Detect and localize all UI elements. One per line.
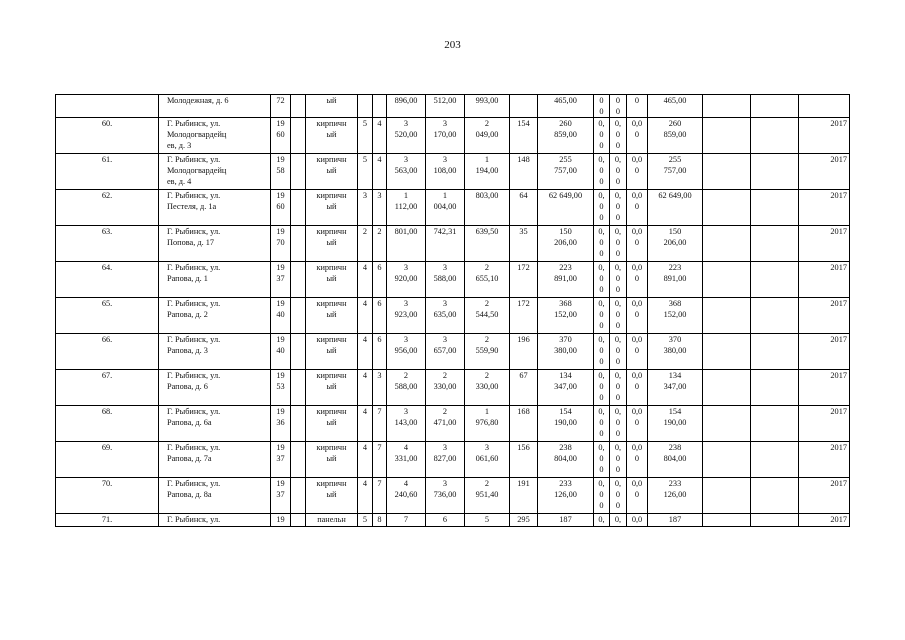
table-cell: [291, 118, 306, 154]
table-cell: 4: [358, 370, 373, 406]
table-cell: 5: [358, 154, 373, 190]
table-cell: [751, 406, 799, 442]
table-cell: 3: [373, 190, 387, 226]
table-cell: 3 170,00: [426, 118, 465, 154]
table-cell: 3: [358, 190, 373, 226]
table-cell: 2017: [799, 514, 850, 527]
table-cell: 3 736,00: [426, 478, 465, 514]
table-cell: 5: [358, 118, 373, 154]
table-cell: 0, 0 0: [610, 298, 627, 334]
table-cell: [373, 95, 387, 118]
table-cell: 3 635,00: [426, 298, 465, 334]
table-cell: [751, 226, 799, 262]
table-cell: 2017: [799, 190, 850, 226]
table-cell: 0,0 0: [627, 442, 648, 478]
table-cell: 0, 0 0: [610, 334, 627, 370]
table-row: [56, 118, 850, 154]
table-cell: 0, 0 0: [610, 478, 627, 514]
table-cell: [703, 95, 751, 118]
table-cell: 172: [510, 262, 538, 298]
table-cell: 0, 0 0: [594, 190, 610, 226]
table-cell: 7: [373, 442, 387, 478]
table-cell: 7: [373, 478, 387, 514]
table-cell: 0,0 0: [627, 262, 648, 298]
table-cell: 4: [358, 298, 373, 334]
table-cell: 35: [510, 226, 538, 262]
table-cell: 6: [373, 298, 387, 334]
table-cell: [291, 514, 306, 527]
table-cell: [291, 298, 306, 334]
table-cell: 255 757,00: [538, 154, 594, 190]
table-cell: 5: [465, 514, 510, 527]
table-cell: 512,00: [426, 95, 465, 118]
table-cell: [703, 154, 751, 190]
table-cell: 238 804,00: [648, 442, 703, 478]
table-cell: 0,0 0: [627, 298, 648, 334]
table-cell: [751, 370, 799, 406]
table-cell: 0, 0 0: [594, 442, 610, 478]
table-row: [56, 406, 850, 442]
table-row: [56, 442, 850, 478]
table-cell: 154: [510, 118, 538, 154]
table-cell: [291, 95, 306, 118]
table-cell: 2017: [799, 154, 850, 190]
table-cell: 63.: [56, 226, 159, 262]
table-cell: 68.: [56, 406, 159, 442]
table-cell: 2: [373, 226, 387, 262]
table-cell: 4 240,60: [387, 478, 426, 514]
table-cell: [703, 478, 751, 514]
table-cell: Г. Рыбинск, ул. Молодогвардейц ев, д. 3: [159, 118, 271, 154]
table-cell: 0,0 0: [627, 226, 648, 262]
table-cell: 0, 0 0: [610, 226, 627, 262]
table-cell: 2 330,00: [465, 370, 510, 406]
table-cell: 465,00: [538, 95, 594, 118]
table-cell: 61.: [56, 154, 159, 190]
table-cell: 172: [510, 298, 538, 334]
table-cell: 65.: [56, 298, 159, 334]
table-cell: Г. Рыбинск, ул. Рапова, д. 6: [159, 370, 271, 406]
table-cell: 368 152,00: [648, 298, 703, 334]
table-cell: 62 649,00: [538, 190, 594, 226]
table-cell: 1 004,00: [426, 190, 465, 226]
table-cell: 72: [271, 95, 291, 118]
table-cell: 4: [358, 262, 373, 298]
table-cell: [799, 95, 850, 118]
table-cell: 0, 0 0: [594, 118, 610, 154]
table-cell: [751, 442, 799, 478]
table-cell: кирпичн ый: [306, 442, 358, 478]
table-cell: 19: [271, 514, 291, 527]
table-row: [56, 190, 850, 226]
table-cell: 233 126,00: [538, 478, 594, 514]
table-cell: 4: [358, 406, 373, 442]
table-cell: 742,31: [426, 226, 465, 262]
table-cell: Г. Рыбинск, ул. Рапова, д. 6а: [159, 406, 271, 442]
table-cell: 238 804,00: [538, 442, 594, 478]
page-number: 203: [444, 39, 461, 51]
table-cell: 3: [373, 370, 387, 406]
table-cell: кирпичн ый: [306, 406, 358, 442]
table-cell: 233 126,00: [648, 478, 703, 514]
table-cell: Г. Рыбинск, ул. Попова, д. 17: [159, 226, 271, 262]
table-row: [56, 95, 850, 118]
table-cell: 370 380,00: [648, 334, 703, 370]
table-cell: 154 190,00: [538, 406, 594, 442]
table-cell: 0, 0 0: [610, 370, 627, 406]
table-cell: 0, 0 0: [610, 118, 627, 154]
table-cell: 3 061,60: [465, 442, 510, 478]
table-cell: 0, 0 0: [610, 442, 627, 478]
table-cell: 19 37: [271, 262, 291, 298]
table-cell: [703, 334, 751, 370]
table-cell: 7: [387, 514, 426, 527]
table-cell: 3 563,00: [387, 154, 426, 190]
table-cell: [751, 334, 799, 370]
table-cell: [358, 95, 373, 118]
table-cell: [703, 298, 751, 334]
table-cell: [291, 154, 306, 190]
table-cell: 0 0: [610, 95, 627, 118]
table-cell: 64: [510, 190, 538, 226]
table-cell: 7: [373, 406, 387, 442]
table-cell: 156: [510, 442, 538, 478]
table-cell: 3 657,00: [426, 334, 465, 370]
table-cell: 0,0 0: [627, 118, 648, 154]
table-row: [56, 226, 850, 262]
table-cell: 2017: [799, 406, 850, 442]
table-cell: [703, 370, 751, 406]
table-cell: 5: [358, 514, 373, 527]
table-row: [56, 334, 850, 370]
table-cell: 19 37: [271, 478, 291, 514]
table-cell: 2 588,00: [387, 370, 426, 406]
table-cell: [291, 226, 306, 262]
table-cell: 0,0 0: [627, 190, 648, 226]
table-cell: 70.: [56, 478, 159, 514]
table-cell: 2017: [799, 370, 850, 406]
table-cell: ый: [306, 95, 358, 118]
table-cell: 2017: [799, 334, 850, 370]
table-cell: 1 112,00: [387, 190, 426, 226]
table-cell: 993,00: [465, 95, 510, 118]
table-cell: [751, 298, 799, 334]
table-cell: 19 36: [271, 406, 291, 442]
table-cell: Г. Рыбинск, ул. Рапова, д. 3: [159, 334, 271, 370]
table-cell: 1 194,00: [465, 154, 510, 190]
table-cell: Г. Рыбинск, ул.: [159, 514, 271, 527]
table-cell: 465,00: [648, 95, 703, 118]
table-cell: 19 53: [271, 370, 291, 406]
table-cell: 150 206,00: [648, 226, 703, 262]
table-cell: кирпичн ый: [306, 154, 358, 190]
table-cell: 295: [510, 514, 538, 527]
table-row: [56, 262, 850, 298]
table-cell: 896,00: [387, 95, 426, 118]
table-cell: 2: [358, 226, 373, 262]
table-cell: [751, 154, 799, 190]
table-cell: 6: [373, 262, 387, 298]
table-cell: 0, 0 0: [594, 478, 610, 514]
table-cell: [56, 95, 159, 118]
table-row: [56, 514, 850, 527]
table-cell: 3 143,00: [387, 406, 426, 442]
table-cell: 3 920,00: [387, 262, 426, 298]
table-cell: кирпичн ый: [306, 478, 358, 514]
table-row: [56, 370, 850, 406]
table-cell: 0: [627, 95, 648, 118]
table-cell: панельн: [306, 514, 358, 527]
table-cell: 3 108,00: [426, 154, 465, 190]
table-cell: 2 559,90: [465, 334, 510, 370]
table-cell: 0, 0 0: [594, 298, 610, 334]
table-cell: 803,00: [465, 190, 510, 226]
table-row: [56, 298, 850, 334]
table-cell: 19 40: [271, 334, 291, 370]
table-row: [56, 478, 850, 514]
table-cell: 3 588,00: [426, 262, 465, 298]
table-cell: 2 330,00: [426, 370, 465, 406]
table-cell: 2017: [799, 226, 850, 262]
table-cell: 62.: [56, 190, 159, 226]
table-cell: 0, 0 0: [594, 154, 610, 190]
table-cell: 0, 0 0: [594, 370, 610, 406]
table-cell: 0, 0 0: [610, 406, 627, 442]
table-cell: [291, 406, 306, 442]
table-cell: 0,0 0: [627, 334, 648, 370]
table-cell: 4: [373, 154, 387, 190]
table-cell: [751, 478, 799, 514]
table-cell: 255 757,00: [648, 154, 703, 190]
table-cell: 2 655,10: [465, 262, 510, 298]
table-cell: кирпичн ый: [306, 118, 358, 154]
table-cell: 148: [510, 154, 538, 190]
table-cell: 150 206,00: [538, 226, 594, 262]
table-cell: [291, 334, 306, 370]
table-cell: Г. Рыбинск, ул. Рапова, д. 7а: [159, 442, 271, 478]
table-cell: кирпичн ый: [306, 262, 358, 298]
table-cell: 0, 0 0: [610, 154, 627, 190]
table-cell: 2 049,00: [465, 118, 510, 154]
table-cell: 0,0 0: [627, 154, 648, 190]
table-cell: 0, 0 0: [610, 190, 627, 226]
table-cell: 196: [510, 334, 538, 370]
table-cell: [291, 370, 306, 406]
table-cell: 67: [510, 370, 538, 406]
table-cell: Г. Рыбинск, ул. Молодогвардейц ев, д. 4: [159, 154, 271, 190]
table-cell: 168: [510, 406, 538, 442]
table-cell: [291, 262, 306, 298]
table-cell: кирпичн ый: [306, 226, 358, 262]
table-cell: 187: [648, 514, 703, 527]
table-cell: [703, 442, 751, 478]
table-cell: 370 380,00: [538, 334, 594, 370]
table-cell: 6: [373, 334, 387, 370]
table-cell: [751, 95, 799, 118]
table-cell: 19 60: [271, 190, 291, 226]
table-cell: [703, 226, 751, 262]
table-cell: 0,0 0: [627, 478, 648, 514]
table-cell: 134 347,00: [538, 370, 594, 406]
table-cell: [703, 118, 751, 154]
table-cell: [703, 262, 751, 298]
table-cell: 2017: [799, 262, 850, 298]
table-cell: 2 544,50: [465, 298, 510, 334]
table-cell: 0 0: [594, 95, 610, 118]
table-cell: 0, 0 0: [594, 226, 610, 262]
table-cell: 3 520,00: [387, 118, 426, 154]
table-cell: 801,00: [387, 226, 426, 262]
table-cell: 64.: [56, 262, 159, 298]
table-cell: [703, 190, 751, 226]
table-cell: 0, 0 0: [594, 334, 610, 370]
table-cell: 0,: [610, 514, 627, 527]
table-cell: [291, 442, 306, 478]
table-cell: 6: [426, 514, 465, 527]
table-cell: 19 37: [271, 442, 291, 478]
table-cell: 4 331,00: [387, 442, 426, 478]
table-cell: Молодежная, д. 6: [159, 95, 271, 118]
table-cell: 67.: [56, 370, 159, 406]
table-cell: [703, 514, 751, 527]
table-cell: 260 859,00: [648, 118, 703, 154]
table-cell: 69.: [56, 442, 159, 478]
table-cell: 19 40: [271, 298, 291, 334]
housing-register-table: [55, 94, 850, 527]
table-cell: кирпичн ый: [306, 298, 358, 334]
table-cell: 368 152,00: [538, 298, 594, 334]
table-cell: 0, 0 0: [594, 262, 610, 298]
table-cell: 223 891,00: [538, 262, 594, 298]
table-cell: 3 923,00: [387, 298, 426, 334]
table-cell: кирпичн ый: [306, 334, 358, 370]
table-cell: 2 471,00: [426, 406, 465, 442]
table-cell: 4: [373, 118, 387, 154]
table-cell: 8: [373, 514, 387, 527]
table-cell: [291, 190, 306, 226]
table-cell: [510, 95, 538, 118]
table-cell: кирпичн ый: [306, 190, 358, 226]
table-row: [56, 154, 850, 190]
table-cell: 3 956,00: [387, 334, 426, 370]
table-cell: Г. Рыбинск, ул. Пестеля, д. 1а: [159, 190, 271, 226]
table-cell: [751, 514, 799, 527]
table-cell: 19 70: [271, 226, 291, 262]
table-cell: 260 859,00: [538, 118, 594, 154]
table-cell: 0,0: [627, 514, 648, 527]
table-cell: кирпичн ый: [306, 370, 358, 406]
table-cell: [751, 262, 799, 298]
table-cell: 3 827,00: [426, 442, 465, 478]
table-cell: 0, 0 0: [610, 262, 627, 298]
table-cell: Г. Рыбинск, ул. Рапова, д. 2: [159, 298, 271, 334]
table-cell: 2017: [799, 478, 850, 514]
table-cell: 0,: [594, 514, 610, 527]
table-cell: 0,0 0: [627, 370, 648, 406]
table-cell: 2017: [799, 298, 850, 334]
table-cell: 187: [538, 514, 594, 527]
table-cell: [703, 406, 751, 442]
table-cell: 71.: [56, 514, 159, 527]
table-cell: 154 190,00: [648, 406, 703, 442]
table-cell: 2017: [799, 118, 850, 154]
table-cell: 4: [358, 478, 373, 514]
table-cell: 1 976,80: [465, 406, 510, 442]
table-cell: 223 891,00: [648, 262, 703, 298]
table-cell: 0,0 0: [627, 406, 648, 442]
table-cell: 19 58: [271, 154, 291, 190]
table-cell: [291, 478, 306, 514]
table-cell: 134 347,00: [648, 370, 703, 406]
table-cell: Г. Рыбинск, ул. Рапова, д. 1: [159, 262, 271, 298]
table-cell: 2017: [799, 442, 850, 478]
table-cell: 60.: [56, 118, 159, 154]
table-cell: 0, 0 0: [594, 406, 610, 442]
table-cell: 4: [358, 442, 373, 478]
table-cell: [751, 118, 799, 154]
table-cell: 66.: [56, 334, 159, 370]
table-cell: Г. Рыбинск, ул. Рапова, д. 8а: [159, 478, 271, 514]
table-cell: 62 649,00: [648, 190, 703, 226]
table-cell: [751, 190, 799, 226]
table-cell: 639,50: [465, 226, 510, 262]
table-cell: 19 60: [271, 118, 291, 154]
table-cell: 2 951,40: [465, 478, 510, 514]
table-cell: 191: [510, 478, 538, 514]
table-cell: 4: [358, 334, 373, 370]
